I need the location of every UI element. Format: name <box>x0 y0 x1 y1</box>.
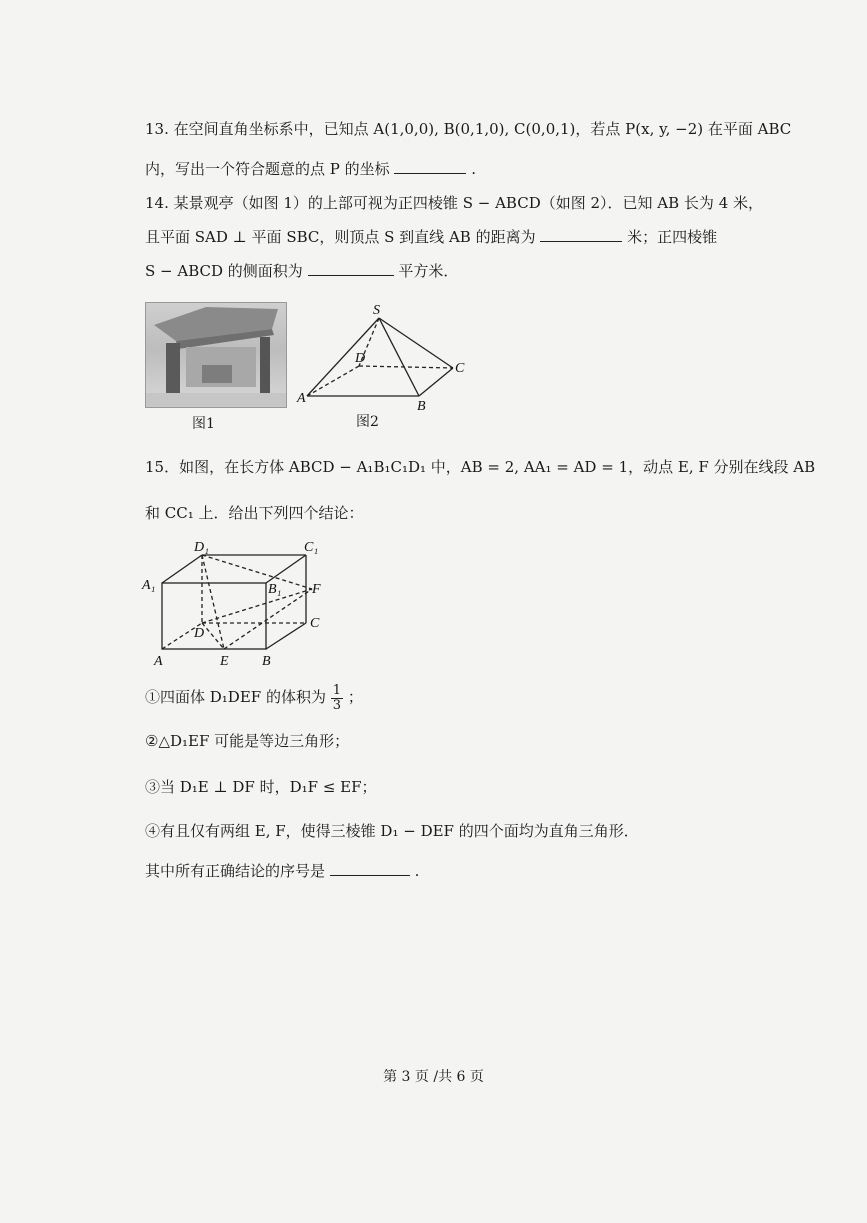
cuboid-label-b1: B₁ <box>268 582 282 597</box>
q14-line1: 14. 某景观亭（如图 1）的上部可视为正四棱锥 S − ABCD（如图 2）．已知 AB 长为 4 米， <box>145 194 764 212</box>
pavilion-photo <box>145 302 287 408</box>
q13-answer-blank[interactable] <box>394 159 466 174</box>
c1-text: ①四面体 D₁DEF 的体积为 <box>145 688 326 706</box>
q14-line3 <box>145 260 458 282</box>
cuboid-label-d: D <box>194 626 205 641</box>
q14-line3b: 平方米． <box>398 262 459 280</box>
q15-final <box>145 860 419 882</box>
q14-line2a: 且平面 SAD ⊥ 平面 SBC，则顶点 S 到直线 AB 的距离为 <box>145 228 536 246</box>
fig2-label-d: D <box>355 351 366 366</box>
q15-conclusion-3: ③当 D₁E ⊥ DF 时，D₁F ≤ EF； <box>145 778 377 796</box>
c1-fraction <box>331 684 343 713</box>
c1-end: ； <box>347 688 363 706</box>
q13-line1: 13. 在空间直角坐标系中，已知点 A(1,0,0), B(0,1,0), C(0,0,1)，若点 P(x, y, −2) 在平面 ABC <box>145 120 792 138</box>
page-footer: 第 3 页 /共 6 页 <box>383 1069 484 1085</box>
cuboid-label-e: E <box>220 654 229 669</box>
q13-line2-end: . <box>471 160 476 178</box>
cuboid-label-c1: C₁ <box>304 540 319 555</box>
q14-answer-blank-1[interactable] <box>540 227 622 242</box>
fig2-label-s: S <box>373 303 380 318</box>
q14-line2b: 米；正四棱锥 <box>627 228 718 246</box>
cuboid-label-f: F <box>312 582 321 597</box>
fig2-label-b: B <box>417 399 426 414</box>
q14-line2 <box>145 226 717 248</box>
q15-answer-blank[interactable] <box>330 861 410 876</box>
fig2-label-a: A <box>297 391 306 406</box>
cuboid-label-c: C <box>310 616 320 631</box>
q15-line2: 和 CC₁ 上．给出下列四个结论： <box>145 504 364 522</box>
c1-numerator: 1 <box>332 682 342 698</box>
q15-conclusion-1 <box>145 680 363 714</box>
q14-answer-blank-2[interactable] <box>308 261 394 276</box>
q15-line1: 15．如图，在长方体 ABCD − A₁B₁C₁D₁ 中，AB = 2, AA₁ = AD = 1，动点 E, F 分别在线段 AB <box>145 458 816 476</box>
q13-line2 <box>145 158 476 180</box>
cuboid-label-d1: D₁ <box>194 540 209 555</box>
pyramid-diagram <box>295 300 475 415</box>
q14-line3a: S − ABCD 的侧面积为 <box>145 262 303 280</box>
q15-conclusion-4: ④有且仅有两组 E, F，使得三棱锥 D₁ − DEF 的四个面均为直角三角形． <box>145 822 639 840</box>
cuboid-label-b: B <box>262 654 271 669</box>
cuboid-label-a1: A₁ <box>142 578 156 593</box>
q15-final-text: 其中所有正确结论的序号是 <box>145 862 326 880</box>
c1-denominator: 3 <box>332 697 342 713</box>
fig2-caption: 图2 <box>356 414 379 430</box>
fig2-label-c: C <box>455 361 465 376</box>
cuboid-diagram <box>140 535 340 670</box>
q15-conclusion-2: ②△D₁EF 可能是等边三角形； <box>145 732 350 750</box>
q13-line2-text: 内，写出一个符合题意的点 P 的坐标 <box>145 160 390 178</box>
q15-final-end: . <box>414 862 420 880</box>
fig1-caption: 图1 <box>192 416 215 432</box>
cuboid-label-a: A <box>154 654 163 669</box>
